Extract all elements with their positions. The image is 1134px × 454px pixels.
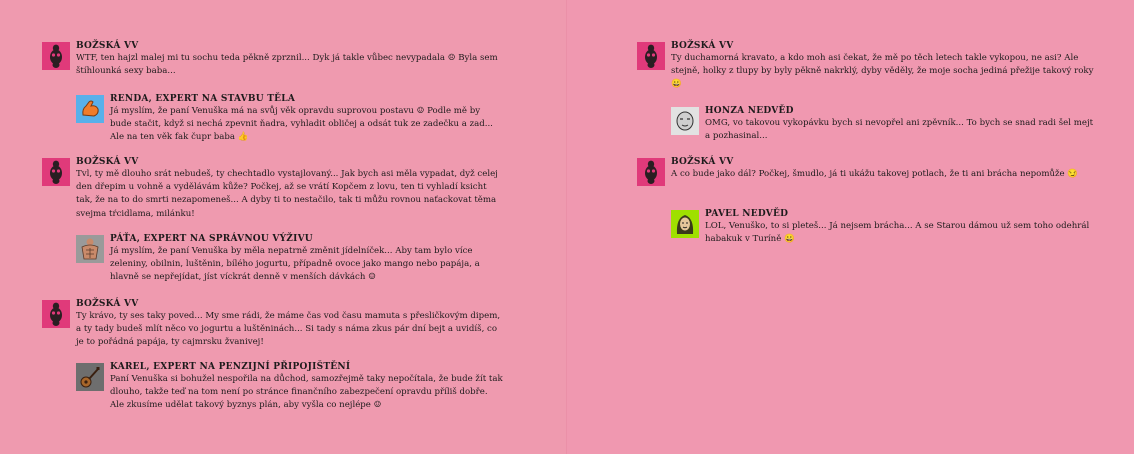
comment-renda [76, 93, 502, 145]
bald-face-icon [673, 109, 697, 133]
venus-figurine-icon [47, 301, 65, 327]
comment-author: BOŽSKÁ VV [671, 157, 734, 167]
comment-author: BOŽSKÁ VV [671, 41, 734, 51]
venus-figurine-icon [47, 43, 65, 69]
comment-author: RENDA, EXPERT NA STAVBU TĚLA [110, 94, 296, 104]
venus-figurine-icon [47, 159, 65, 185]
long-hair-face-icon [673, 212, 697, 236]
comment-text: LOL, Venuško, to si pleteš... Já nejsem brácha... A se Starou dámou už sem toho odehrál habakuk v Turíně 😀 [705, 221, 1090, 245]
venus-avatar [42, 158, 70, 186]
comment-author: HONZA NEDVĚD [705, 106, 794, 116]
comment-author: BOŽSKÁ VV [76, 299, 139, 309]
comment-text: Ty krávo, ty ses taky poved... My sme rádi, že máme čas vod času mamuta s přesličkovým dipem, a ty tady budeš mlít něco vo jogurtu a luštěninách... Si tady s náma zkus pár dní bejt a uvidíš, co je to pořádná papája, ty cajmrsku žvanivej! [76, 311, 501, 348]
comment-honza [671, 105, 1097, 143]
flexed-arm-icon [78, 97, 102, 121]
comment-venus-3 [42, 298, 502, 350]
comment-author: PÁŤA, EXPERT NA SPRÁVNOU VÝŽIVU [110, 234, 313, 244]
pata-avatar [76, 235, 104, 263]
comment-venus-4 [637, 40, 1097, 92]
comment-venus-2 [42, 156, 502, 221]
comment-author: BOŽSKÁ VV [76, 157, 139, 167]
comment-text: OMG, vo takovou vykopávku bych si nevopřel ani zpěvník... To bych se snad radi šel mejt a pozhasinal... [705, 118, 1094, 142]
muscle-torso-icon [78, 237, 102, 261]
comment-text: Ty duchamorná kravato, a kdo moh asi čekat, že mě po těch letech takle vykopou, ne asi? Ale stejně, holky z tlupy by byly pěkně nakrklý, dyby věděly, že moje socha jediná přežije takový roky 😀 [671, 53, 1094, 90]
comment-text: Já myslím, že paní Venuška má na svůj věk opravdu suprovou postavu ☺ Podle mě by bude stačit, když si nechá zpevnit ňadra, vyhladit obličej a odsát tuk ze zadečku a zad... Ale na ten věk fak čupr baba 👍 [110, 106, 493, 143]
venus-avatar [42, 300, 70, 328]
comment-text: Tvl, ty mě dlouho srát nebudeš, ty chechtadlo vystajlovaný... Jak bych asi měla vypadat, dyž celej den dřepim u vohně a vydělávám kůže? Počkej, až se vrátí Kopčem z lovu, ten ti vyhladí ksicht tak, že na to do smrti nezapomeneš... A dyby ti to nestačilo, tak ti můžu rovnou naťackovat těma svejma tŕcidlama, milánku! [76, 169, 498, 219]
comment-author: KAREL, EXPERT NA PENZIJNÍ PŘIPOJIŠTĚNÍ [110, 362, 351, 372]
comment-author: BOŽSKÁ VV [76, 41, 139, 51]
comment-text: Já myslím, že paní Venuška by měla nepatrně změnit jídelníček... Aby tam bylo více zeleniny, obilnin, luštěnin, bílého jogurtu, případně ovoce jako mango nebo papája, a hlavně se nepřejídat, jíst víckrát denně v menších dávkách ☺ [110, 246, 480, 283]
guitar-icon [78, 365, 102, 389]
comment-text: Paní Venuška si bohužel nespořila na důchod, samozřejmě taky nepočítala, že bude žít tak dlouho, takže teď na tom není po stránce finančního zabezpečení opravdu příliš dobře. Ale zkusíme udělat takový byznys plán, aby vyšla co nejlépe ☺ [110, 374, 503, 411]
pavel-avatar [671, 210, 699, 238]
venus-figurine-icon [642, 159, 660, 185]
venus-avatar [637, 158, 665, 186]
comment-karel [76, 361, 504, 413]
comment-venus-5 [637, 156, 1097, 186]
venus-avatar [637, 42, 665, 70]
venus-avatar [42, 42, 70, 70]
comment-pavel [671, 208, 1097, 246]
comment-pata [76, 233, 502, 285]
renda-avatar [76, 95, 104, 123]
right-page [567, 0, 1134, 454]
venus-figurine-icon [642, 43, 660, 69]
karel-avatar [76, 363, 104, 391]
comment-author: PAVEL NEDVĚD [705, 209, 789, 219]
comment-venus-1 [42, 40, 512, 78]
comment-text: A co bude jako dál? Počkej, šmudlo, já ti ukážu takovej potlach, že ti ani brácha nepomůže 😏 [671, 169, 1079, 179]
comment-text: WTF, ten hajzl malej mi tu sochu teda pěkně zprznil... Dyk já takle vůbec nevypadala ☹ Byla sem štíhlounká sexy baba... [76, 53, 498, 77]
honza-avatar [671, 107, 699, 135]
